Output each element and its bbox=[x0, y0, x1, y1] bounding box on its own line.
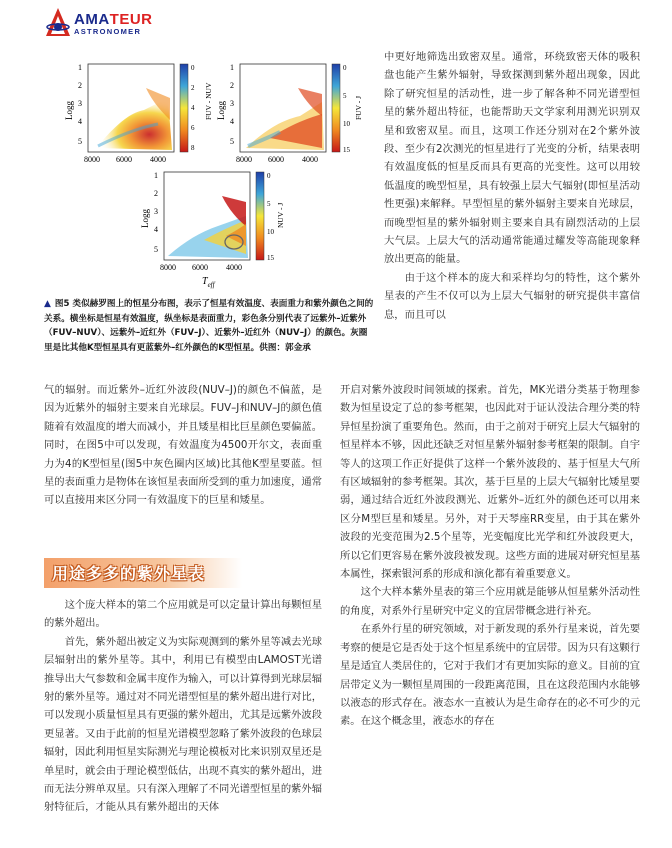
xtick: 6000 bbox=[192, 263, 208, 272]
panel-fuv-j bbox=[210, 58, 362, 166]
cbar-tick: 15 bbox=[343, 146, 350, 154]
paragraph: 首先，紫外超出被定义为实际观测到的紫外星等减去光球层辐射出的紫外星等。其中，利用已有模型由LAMOST光谱推导出大气参数和金属丰度作为输入，可以计算得到光球层辐射的紫外星等。通过对不同光谱型恒星的紫外超出进行对比，可以发现小质量恒星具有更强的紫外超出，尤其是远紫外波段更显著。又由于此前的恒星光谱模型忽略了紫外波段的色球层辐射，因此利用恒星实际测光与理论模板对比来识别双星还是单星时，就会由于理论模型低估，出现不真实的紫外超出，进而无法分辨单双星。只有深入理解了不同光谱型恒星的紫外辐射特征后，才能从具有紫外超出的天体 bbox=[44, 635, 323, 814]
cbar-tick: 0 bbox=[267, 172, 271, 180]
xtick: 8000 bbox=[160, 263, 176, 272]
y-axis-label: Logg bbox=[140, 209, 150, 228]
ytick: 3 bbox=[78, 99, 82, 108]
xtick: 4000 bbox=[302, 155, 318, 164]
ytick: 5 bbox=[154, 245, 158, 254]
colorbar bbox=[180, 64, 188, 152]
logo-mark-icon bbox=[44, 6, 72, 38]
y-axis-label: Logg bbox=[64, 101, 74, 120]
cbar-tick: 10 bbox=[343, 120, 350, 128]
cbar-tick: 5 bbox=[267, 200, 271, 208]
section-heading bbox=[44, 558, 242, 588]
xtick: 8000 bbox=[84, 155, 100, 164]
triangle-icon: ▲ bbox=[44, 299, 51, 309]
cbar-tick: 2 bbox=[191, 84, 195, 92]
ytick: 3 bbox=[154, 207, 158, 216]
magazine-logo bbox=[44, 6, 174, 40]
ytick: 1 bbox=[154, 171, 158, 180]
brand-name: AMATEUR bbox=[74, 11, 153, 28]
xtick: 6000 bbox=[116, 155, 132, 164]
colorbar bbox=[256, 172, 264, 260]
ytick: 2 bbox=[78, 81, 82, 90]
cbar-tick: 8 bbox=[191, 144, 195, 152]
section-title: 用途多多的紫外星表 bbox=[52, 564, 206, 583]
left-column-bottom-text bbox=[44, 596, 322, 817]
cbar-tick: 0 bbox=[343, 64, 347, 72]
paragraph: 这个庞大样本的第二个应用就是可以定量计算出每颗恒星的紫外超出。 bbox=[44, 599, 323, 630]
cbar-tick: 6 bbox=[191, 124, 195, 132]
cbar-tick: 15 bbox=[267, 254, 274, 262]
ytick: 1 bbox=[78, 63, 82, 72]
paragraph: 气的辐射。而近紫外–近红外波段(NUV–J)的颜色不偏蓝，是因为近紫外的辐射主要来自光球层。FUV–J和NUV–J的颜色值随着有效温度的增大而减小，并且矮星相比巨星颜色要偏蓝。同时，在图5中可以发现，有效温度为4500开尔文，表面重力为4的K型恒星(图5中灰色圈内区域)比其他K型星要蓝。恒星的表面重力是物体在该恒星表面所受到的重力加速度，通常可以直接用来区分同一有效温度下的巨星和矮星。 bbox=[44, 384, 323, 507]
right-column-bottom bbox=[340, 381, 640, 731]
ytick: 5 bbox=[78, 137, 82, 146]
y-axis-label: Logg bbox=[216, 101, 226, 120]
xtick: 6000 bbox=[268, 155, 284, 164]
figure-caption bbox=[44, 297, 374, 355]
x-axis-label: $T_{eff}$ bbox=[202, 276, 215, 289]
ytick: 2 bbox=[154, 189, 158, 198]
colorbar-label: NUV - J bbox=[276, 202, 285, 228]
ytick: 4 bbox=[154, 225, 158, 234]
cbar-tick: 10 bbox=[267, 228, 274, 236]
ytick: 4 bbox=[230, 117, 234, 126]
brand-subtitle: ASTRONOMER bbox=[74, 27, 142, 36]
right-column-top bbox=[384, 48, 640, 324]
panel-nuv-j bbox=[134, 166, 286, 290]
left-column-top-text bbox=[44, 381, 322, 510]
ytick: 2 bbox=[230, 81, 234, 90]
xtick: 8000 bbox=[236, 155, 252, 164]
xtick: 4000 bbox=[150, 155, 166, 164]
colorbar-label: FUV - J bbox=[354, 95, 363, 120]
ytick: 1 bbox=[230, 63, 234, 72]
ytick: 3 bbox=[230, 99, 234, 108]
paragraph: 在系外行星的研究领域，对于新发现的系外行星来说，首先要考察的便是它是否处于这个恒星系统中的宜居带。因为只有这颗行星是适宜人类居住的，它对于我们才有更加实际的意义。目前的宜居带定义为一颗恒星周围的一段距离范围，且在这段范围内水能够以液态的形式存在。液态水一直被认为是生命存在的必不可少的元素。在这个概念里，液态水的存在 bbox=[340, 623, 640, 728]
caption-text: 图5 类似赫罗图上的恒星分布图，表示了恒星有效温度、表面重力和紫外颜色之间的关系。横坐标是恒星有效温度，纵坐标是表面重力，彩色条分别代表了远紫外–近紫外（FUV–NUV）、远紫外–近红外（FUV–J）、近紫外–近红外（NUV–J）的颜色。灰圈里是比其他K型恒星具有更蓝紫外–红外颜色的K型恒星。供图：郭金承 bbox=[44, 299, 374, 353]
paragraph: 开启对紫外波段时间领域的探索。首先，MK光谱分类基于物理参数为恒星设定了总的参考框架，也因此对于证认没法合理分类的特异恒星扮演了重要角色。然而，由于之前对于研究上层大气辐射的恒星样本不够，因此还缺乏对恒星紫外辐射参考框架的限制。自宇等人的这项工作正好提供了这样一个紫外波段的、基于恒星大气所有区域辐射的参考框架。其次，基于巨星的上层大气辐射比矮星要弱，通过结合近红外波段测光、近紫外–近红外的颜色还可以用来区分M型巨星和矮星。另外，对于天琴座RR变星，由于其在紫外波段的光变范围为2.5个星等，光变幅度比光学和红外波段更大，所以它们更容易在紫外波段被发现。这些方面的进展对研究恒星基本属性，探索银河系的形成和演化都有着重要意义。 bbox=[340, 384, 640, 581]
cbar-tick: 5 bbox=[343, 92, 347, 100]
xtick: 4000 bbox=[226, 263, 242, 272]
cbar-tick: 4 bbox=[191, 104, 195, 112]
paragraph: 这个大样本紫外星表的第三个应用就是能够从恒星紫外活动性的角度，对系外行星研究中定义的宜居带概念进行补充。 bbox=[340, 586, 640, 617]
ytick: 4 bbox=[78, 117, 82, 126]
ytick: 5 bbox=[230, 137, 234, 146]
cbar-tick: 0 bbox=[191, 64, 195, 72]
colorbar bbox=[332, 64, 340, 152]
figure-5 bbox=[44, 40, 370, 292]
panel-fuv-nuv bbox=[58, 58, 213, 166]
colorbar-label: FUV - NUV bbox=[204, 82, 213, 120]
paragraph: 由于这个样本的庞大和采样均匀的特性，这个紫外星表的产生不仅可以为上层大气辐射的研究提供丰富信息，而且可以 bbox=[384, 271, 640, 321]
paragraph: 中更好地筛选出致密双星。通常，环绕致密天体的吸积盘也能产生紫外辐射，导致探测到紫外超出现象，因此除了研究恒星的活动性，进一步了解各种不同光谱型恒星的紫外超出特征，也能帮助天文学家利用测光识别双星和致密双星。而且，这项工作还分别对在2个紫外波段、至少有2次测光的恒星进行了光变的分析，结果表明有效温度低的恒星反而具有更高的光变性。这可以用较低温度的晚型恒星，具有较强上层大气辐射(即恒星活动性更强)来解释。早型恒星的紫外辐射主要来自光球层，而晚型恒星的紫外辐射则主要来自具有剧烈活动的上层大气层。上层大气的活动通常能通过耀发等高能现象释放出更高的能量。 bbox=[384, 51, 640, 266]
